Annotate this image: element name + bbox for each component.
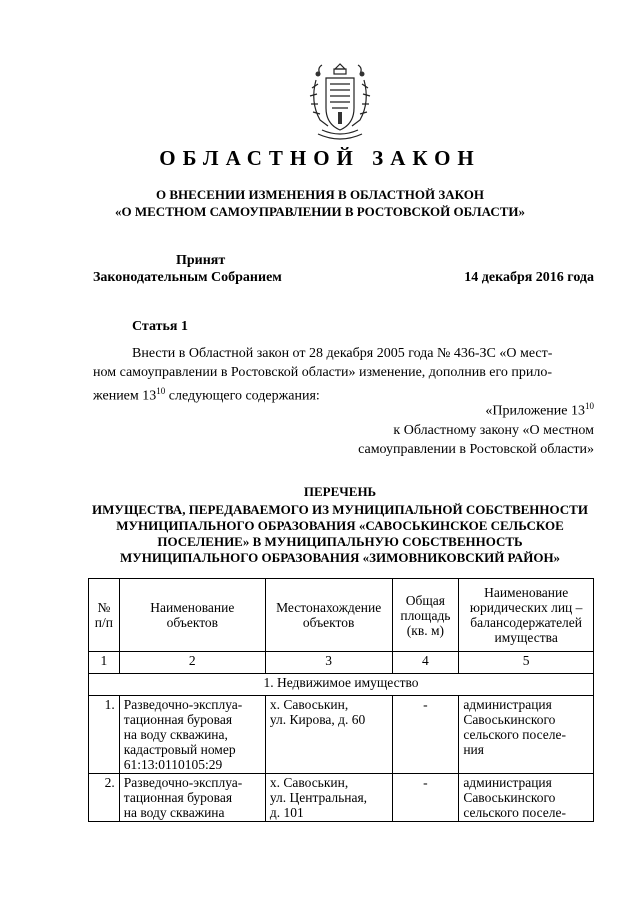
header-text: Наименование [484, 585, 569, 600]
row-number: 2. [89, 774, 120, 822]
cell-line: х. Савоськин, [269, 775, 349, 790]
column-number: 1 [89, 652, 120, 674]
cell-line: Савоськинского [463, 712, 556, 727]
cell-line: ния [463, 742, 484, 757]
property-table [88, 578, 594, 822]
cell-line: ул. Центральная, [269, 790, 368, 805]
article-heading: Статья 1 [132, 319, 188, 334]
subtitle-line: «О МЕСТНОМ САМОУПРАВЛЕНИИ В РОСТОВСКОЙ ОБЛАСТИ» [115, 204, 525, 219]
header-text: Общая [405, 592, 446, 608]
document-subtitle [0, 186, 640, 220]
cell-line: сельского поселе- [463, 805, 566, 820]
cell-line: тационная буровая [123, 712, 233, 727]
header-text: имущества [494, 630, 558, 645]
cell-line: д. 101 [269, 805, 304, 820]
cell-line: 61:13:0110105:29 [123, 757, 223, 772]
subtitle-line: О ВНЕСЕНИИ ИЗМЕНЕНИЯ В ОБЛАСТНОЙ ЗАКОН [156, 187, 484, 202]
row-number: 1. [89, 696, 120, 774]
cell-line: х. Савоськин, [269, 697, 349, 712]
column-number-row [89, 652, 594, 674]
header-text: п/п [94, 615, 113, 630]
section-row [89, 674, 594, 696]
header-cell-number [89, 579, 120, 652]
column-number: 4 [392, 652, 459, 674]
superscript: 10 [156, 386, 166, 396]
balance-holder [459, 774, 594, 822]
object-area: - [392, 696, 459, 774]
list-subtitle [0, 502, 640, 566]
list-title: ПЕРЕЧЕНЬ [303, 484, 377, 499]
balance-holder [459, 696, 594, 774]
header-text: юридических лиц – [469, 600, 583, 615]
cell-line: кадастровый номер [123, 742, 236, 757]
column-number: 3 [265, 652, 392, 674]
appendix-text: «Приложение 13 [485, 403, 585, 419]
list-subtitle-line: МУНИЦИПАЛЬНОГО ОБРАЗОВАНИЯ «САВОСЬКИНСКОЕ СЕЛЬСКОЕ [116, 518, 564, 533]
appendix-reference [344, 397, 594, 459]
coat-of-arms-emblem [300, 60, 380, 142]
cell-line: администрация [463, 697, 552, 712]
cell-line: сельского поселе- [463, 727, 566, 742]
adoption-body: Законодательным Собранием [93, 270, 282, 285]
appendix-line: самоуправлении в Ростовской области» [358, 441, 594, 457]
adoption-date: 14 декабря 2016 года [464, 270, 594, 285]
cell-line: Разведочно-эксплуа- [123, 775, 243, 790]
list-subtitle-line: ИМУЩЕСТВА, ПЕРЕДАВАЕМОГО ИЗ МУНИЦИПАЛЬНОЙ СОБСТВЕННОСТИ [92, 502, 588, 517]
header-text: Наименование [150, 600, 235, 615]
header-text: площадь [400, 607, 451, 623]
table-row [89, 774, 594, 822]
cell-line: Разведочно-эксплуа- [123, 697, 243, 712]
paragraph-text: жением 13 [93, 388, 157, 404]
table-row [89, 696, 594, 774]
list-subtitle-line: МУНИЦИПАЛЬНОГО ОБРАЗОВАНИЯ «ЗИМОВНИКОВСКИЙ РАЙОН» [119, 550, 561, 565]
object-location [265, 774, 392, 822]
cell-line: на воду скважина [123, 805, 225, 820]
paragraph-line: ном самоуправлении в Ростовской области» изменение, дополнив его прило- [93, 365, 553, 380]
header-text: объектов [166, 615, 219, 630]
header-text: объектов [302, 615, 355, 630]
header-cell-area [392, 579, 459, 652]
header-cell-location [265, 579, 392, 652]
header-cell-name [119, 579, 265, 652]
header-text: балансодержателей [470, 615, 583, 630]
cell-line: администрация [463, 775, 552, 790]
cell-line: ул. Кирова, д. 60 [269, 712, 366, 727]
cell-line: Савоськинского [463, 790, 556, 805]
cell-line: на воду скважина, [123, 727, 228, 742]
table-header-row [89, 579, 594, 652]
column-number: 2 [119, 652, 265, 674]
paragraph-line: Внести в Областной закон от 28 декабря 2005 года № 436-ЗС «О мест- [132, 346, 553, 361]
column-number: 5 [459, 652, 594, 674]
section-heading: 1. Недвижимое имущество [89, 674, 594, 696]
adoption-label: Принят [176, 253, 226, 268]
paragraph-text: следующего содержания: [165, 388, 320, 404]
object-name [119, 774, 265, 822]
header-text: Местонахождение [276, 600, 382, 615]
cell-line: тационная буровая [123, 790, 233, 805]
appendix-line [344, 397, 594, 421]
document-title: ОБЛАСТНОЙ ЗАКОН [159, 146, 481, 170]
header-cell-holder [459, 579, 594, 652]
header-text: (кв. м) [406, 622, 445, 638]
list-subtitle-line: ПОСЕЛЕНИЕ» В МУНИЦИПАЛЬНУЮ СОБСТВЕННОСТЬ [157, 534, 523, 549]
superscript: 10 [585, 401, 594, 411]
appendix-line: к Областному закону «О местном [393, 422, 594, 438]
header-text: № [97, 600, 111, 615]
object-name [119, 696, 265, 774]
object-location [265, 696, 392, 774]
object-area: - [392, 774, 459, 822]
